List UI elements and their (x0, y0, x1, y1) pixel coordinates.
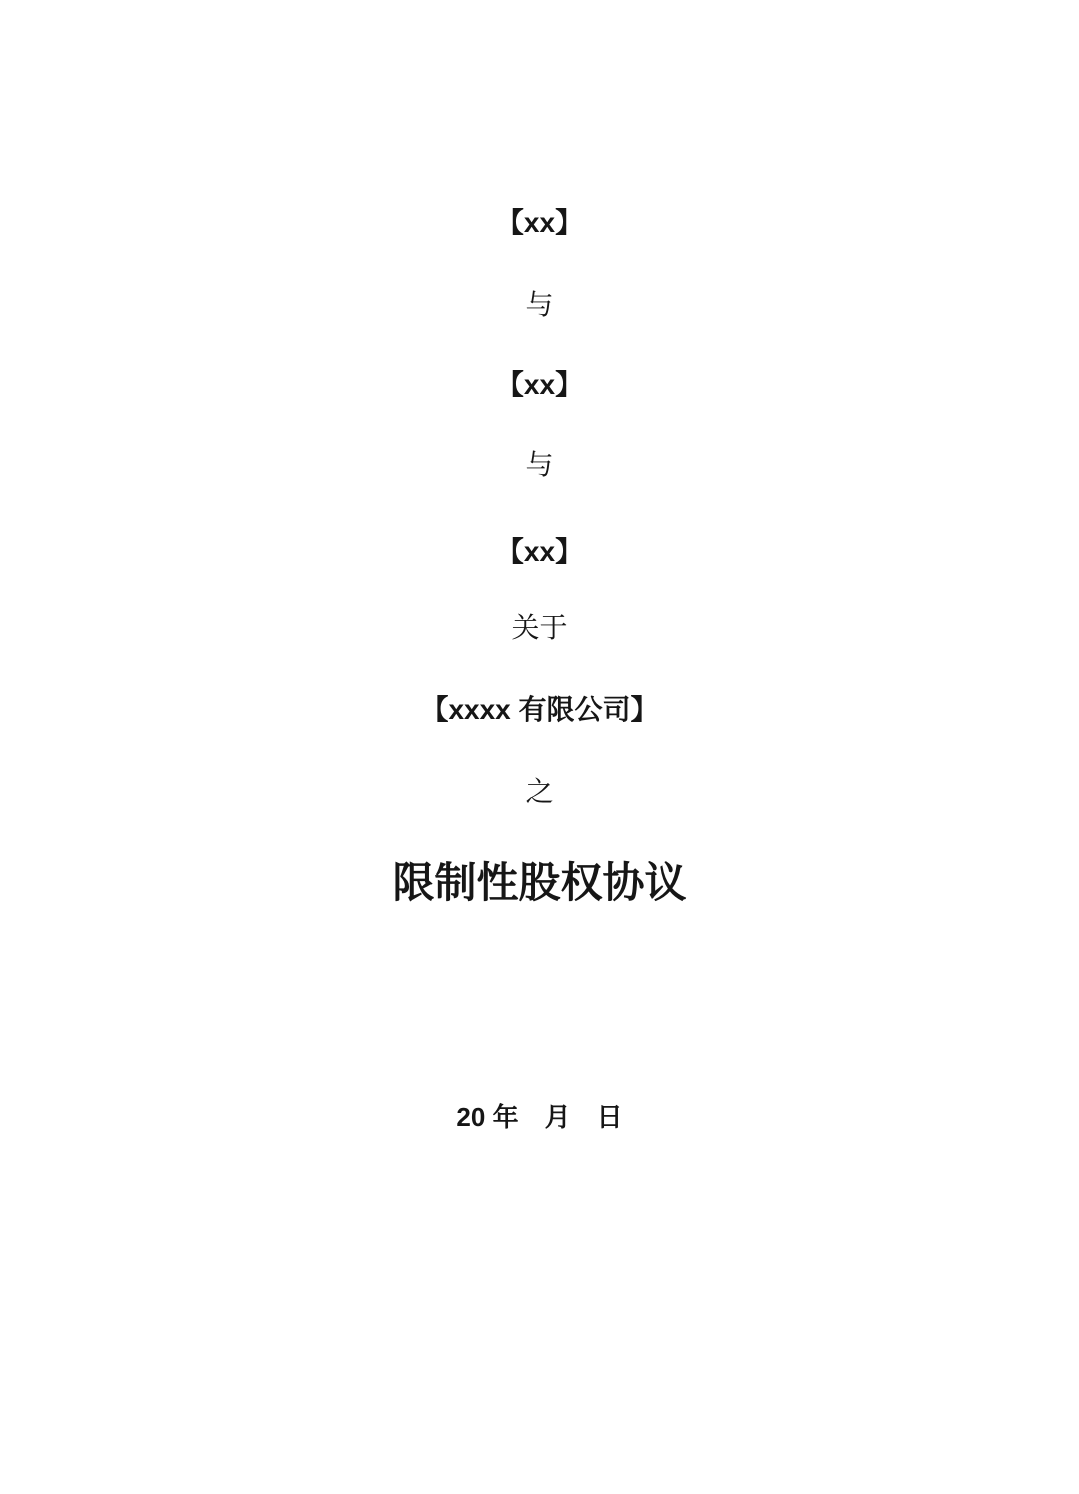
connector-and-1: 与 (525, 289, 554, 320)
date-line: 20 年 月 日 (456, 1102, 623, 1132)
connector-and-2: 与 (525, 449, 554, 480)
party-name-2: 【xx】 (495, 369, 584, 400)
agreement-title: 限制性股权协议 (392, 859, 687, 906)
of-label: 之 (525, 776, 554, 807)
party-name-3: 【xx】 (495, 536, 584, 567)
regarding-label: 关于 (511, 612, 568, 643)
company-name: 【xxxx 有限公司】 (420, 694, 659, 725)
party-name-1: 【xx】 (495, 207, 584, 238)
